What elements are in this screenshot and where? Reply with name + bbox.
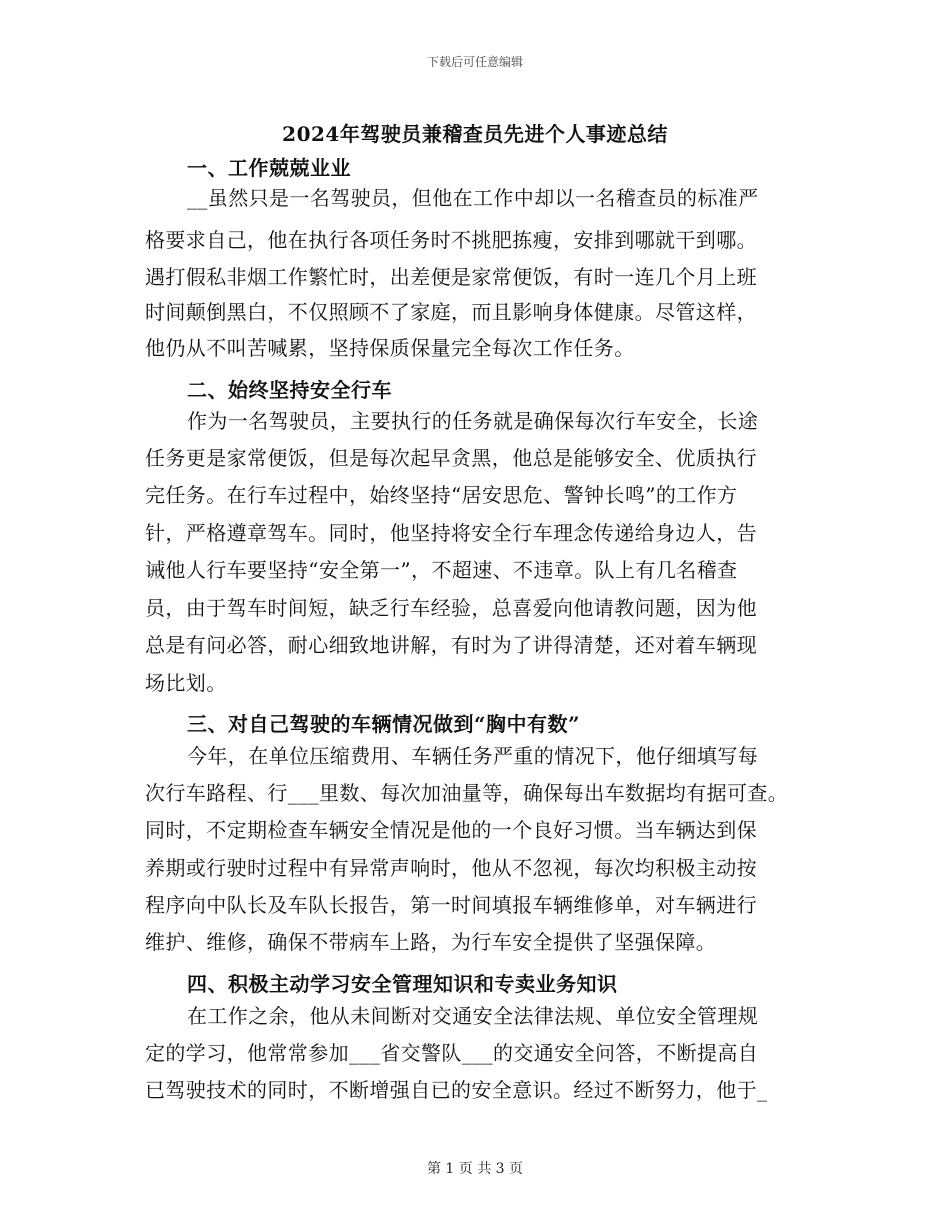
header-note: 下载后可任意编辑 bbox=[426, 55, 523, 69]
paragraph-line: 格要求自己，他在执行各项任务时不挑肥拣瘦，安排到哪就干到哪。 bbox=[145, 228, 757, 252]
paragraph-line: 养期或行驶时过程中有异常声响时，他从不忽视，每次均积极主动按 bbox=[145, 856, 757, 880]
paragraph-line: 已驾驶技术的同时，不断增强自已的安全意识。经过不断努力，他于_ bbox=[145, 1078, 768, 1102]
paragraph-line: 完任务。在行车过程中，始终坚持“居安思危、警钟长鸣”的工作方 bbox=[145, 483, 738, 507]
paragraph-line: 维护、维修，确保不带病车上路，为行车安全提供了坚强保障。 bbox=[145, 930, 717, 954]
paragraph-line: 作为一名驾驶员，主要执行的任务就是确保每次行车安全，长途 bbox=[187, 409, 759, 433]
paragraph-line: 在工作之余，他从未间断对交通安全法律法规、单位安全管理规 bbox=[187, 1004, 759, 1028]
paragraph-line: 今年，在单位压缩费用、车辆任务严重的情况下，他仔细填写每 bbox=[187, 744, 759, 768]
paragraph-line: 总是有问必答，耐心细致地讲解，有时为了讲得清楚，还对着车辆现 bbox=[145, 633, 757, 657]
paragraph-line: 同时，不定期检查车辆安全情况是他的一个良好习惯。当车辆达到保 bbox=[145, 818, 757, 842]
section-heading-3: 三、对自己驾驶的车辆情况做到“胸中有数” bbox=[187, 712, 581, 736]
paragraph-line: 诫他人行车要坚持“安全第一”，不超速、不违章。队上有几名稽查 bbox=[145, 558, 738, 582]
paragraph-line: __虽然只是一名驾驶员，但他在工作中却以一名稽查员的标准严 bbox=[187, 186, 759, 210]
paragraph-line: 次行车路程、行___里数、每次加油量等，确保每出车数据均有据可查。 bbox=[145, 781, 789, 805]
section-heading-4: 四、积极主动学习安全管理知识和专卖业务知识 bbox=[187, 972, 618, 996]
paragraph-line: 遇打假私非烟工作繁忙时，出差便是家常便饭，有时一连几个月上班 bbox=[145, 265, 757, 289]
paragraph-line: 定的学习，他常常参加___省交警队___的交通安全问答，不断提高自 bbox=[145, 1041, 759, 1065]
paragraph-line: 场比划。 bbox=[145, 671, 227, 695]
section-heading-1: 一、工作兢兢业业 bbox=[187, 156, 351, 180]
paragraph-line: 程序向中队长及车队长报告，第一时间填报车辆维修单，对车辆进行 bbox=[145, 893, 757, 917]
paragraph-line: 时间颠倒黑白，不仅照顾不了家庭，而且影响身体健康。尽管这样， bbox=[145, 300, 757, 324]
section-heading-2: 二、始终坚持安全行车 bbox=[187, 378, 392, 402]
paragraph-line: 员，由于驾车时间短，缺乏行车经验，总喜爱向他请教问题，因为他 bbox=[145, 596, 757, 620]
paragraph-line: 针，严格遵章驾车。同时，他坚持将安全行车理念传递给身边人，告 bbox=[145, 521, 757, 545]
page-footer: 第 1 页 共 3 页 bbox=[426, 1161, 524, 1177]
paragraph-line: 他仍从不叫苦喊累，坚持保质保量完全每次工作任务。 bbox=[145, 336, 635, 360]
document-title: 2024年驾驶员兼稽查员先进个人事迹总结 bbox=[282, 122, 668, 146]
paragraph-line: 任务更是家常便饭，但是每次起早贪黑，他总是能够安全、优质执行 bbox=[145, 446, 757, 470]
